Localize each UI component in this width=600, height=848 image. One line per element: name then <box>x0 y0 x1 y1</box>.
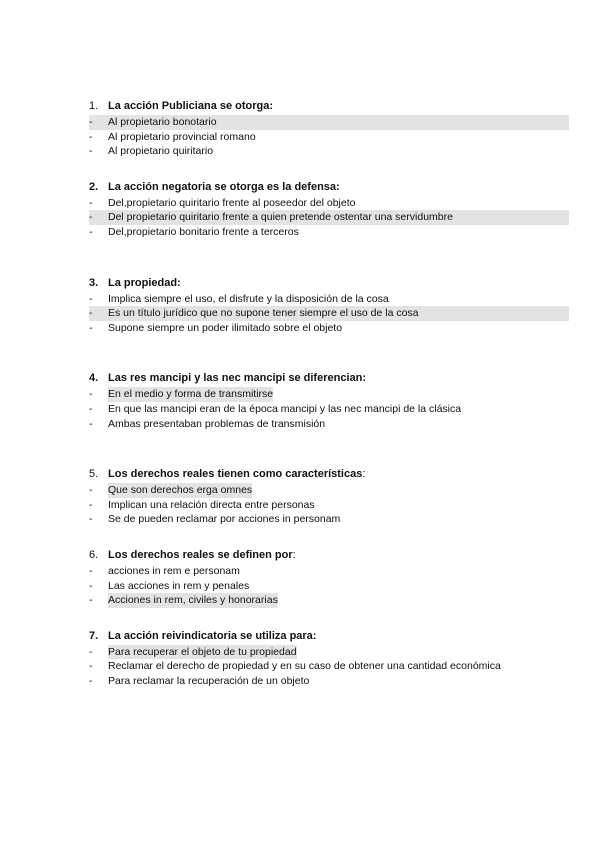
question-text: La propiedad: <box>108 276 181 289</box>
question-heading <box>89 276 569 291</box>
question-heading <box>89 467 569 482</box>
answer-option <box>89 659 569 674</box>
bullet-dash: - <box>89 674 93 687</box>
question-block <box>89 99 569 159</box>
answer-option-text: Para reclamar la recuperación de un objeto <box>108 674 310 687</box>
bullet-dash: - <box>89 484 93 497</box>
answer-option <box>89 144 569 159</box>
answer-option-text: Del propietario quiritario frente a quien pretende ostentar una servidumbre <box>108 211 453 224</box>
answer-option-text: Del,propietario bonitario frente a terceros <box>108 225 299 238</box>
bullet-dash: - <box>89 660 93 673</box>
bullet-dash: - <box>89 211 93 224</box>
bullet-dash: - <box>89 292 93 305</box>
answer-option-highlighted <box>89 210 569 225</box>
answer-option-text: Ambas presentaban problemas de transmisión <box>108 417 326 430</box>
question-heading <box>89 180 569 195</box>
question-number: 3. <box>89 276 99 289</box>
answer-option-text: Al propietario bonotario <box>108 116 217 128</box>
question-tail: : <box>362 468 366 481</box>
bullet-dash: - <box>89 564 93 577</box>
answer-option <box>89 417 569 432</box>
answer-option <box>89 321 569 336</box>
answer-option <box>89 498 569 513</box>
answer-option <box>89 130 569 145</box>
bullet-dash: - <box>89 594 93 607</box>
answer-option-text: Reclamar el derecho de propiedad y en su caso de obtener una cantidad económica <box>108 660 501 673</box>
answer-option <box>89 512 569 527</box>
answer-option-text: En que las mancipi eran de la época mancipi y las nec mancipi de la clásica <box>108 402 462 415</box>
answer-option-highlighted <box>89 387 569 402</box>
question-number: 1. <box>89 100 99 112</box>
answer-option <box>89 196 569 211</box>
answer-option-highlighted <box>89 306 569 321</box>
bullet-dash: - <box>89 321 93 334</box>
bullet-dash: - <box>89 498 93 511</box>
bullet-dash: - <box>89 645 93 658</box>
bullet-dash: - <box>89 130 93 143</box>
bullet-dash: - <box>89 196 93 209</box>
question-heading <box>89 548 569 563</box>
question-block <box>89 276 569 336</box>
question-block <box>89 371 569 431</box>
answer-option-text: Al propietario quiritario <box>108 145 214 158</box>
answer-option-highlighted <box>89 115 569 130</box>
bullet-dash: - <box>89 225 93 238</box>
question-text: Los derechos reales se definen por <box>108 548 293 561</box>
question-tail: : <box>292 548 296 561</box>
answer-option <box>89 402 569 417</box>
question-text: La acción Publiciana se otorga: <box>108 100 274 112</box>
answer-option-text: Supone siempre un poder ilimitado sobre el objeto <box>108 321 343 334</box>
question-block <box>89 548 569 608</box>
answer-option-text: Para recuperar el objeto de tu propiedad <box>108 645 297 658</box>
question-number: 7. <box>89 629 99 642</box>
question-list <box>89 99 569 709</box>
bullet-dash: - <box>89 417 93 430</box>
answer-option-text: Del,propietario quiritario frente al poseedor del objeto <box>108 196 356 209</box>
answer-option-highlighted <box>89 483 569 498</box>
question-text: La acción reivindicatoria se utiliza para: <box>108 629 317 642</box>
answer-option <box>89 579 569 594</box>
answer-option-text: Es un título jurídico que no supone tener siempre el uso de la cosa <box>108 307 419 320</box>
question-text: Las res mancipi y las nec mancipi se diferencian: <box>108 372 367 385</box>
question-heading <box>89 371 569 386</box>
bullet-dash: - <box>89 145 93 158</box>
question-block <box>89 180 569 240</box>
bullet-dash: - <box>89 116 93 128</box>
answer-option-text: En el medio y forma de transmitirse <box>108 388 274 401</box>
answer-option <box>89 225 569 240</box>
answer-option <box>89 674 569 689</box>
answer-option-highlighted <box>89 593 569 608</box>
bullet-dash: - <box>89 579 93 592</box>
answer-option <box>89 564 569 579</box>
answer-option <box>89 292 569 307</box>
answer-option-highlighted <box>89 645 569 660</box>
question-block <box>89 467 569 527</box>
question-text: La acción negatoria se otorga es la defensa: <box>108 180 340 193</box>
question-number: 4. <box>89 372 99 385</box>
question-text: Los derechos reales tienen como características <box>108 468 363 481</box>
answer-option-text: acciones in rem e personam <box>108 564 240 577</box>
question-number: 5. <box>89 468 99 481</box>
answer-option-text: Se de pueden reclamar por acciones in personam <box>108 513 341 526</box>
bullet-dash: - <box>89 307 93 320</box>
bullet-dash: - <box>89 388 93 401</box>
bullet-dash: - <box>89 402 93 415</box>
question-heading <box>89 99 569 114</box>
question-block <box>89 629 569 689</box>
answer-option-text: Que son derechos erga omnes <box>108 484 253 497</box>
question-number: 2. <box>89 180 99 193</box>
answer-option-text: Implica siempre el uso, el disfrute y la disposición de la cosa <box>108 292 389 305</box>
answer-option-text: Las acciones in rem y penales <box>108 579 250 592</box>
answer-option-text: Implican una relación directa entre personas <box>108 498 315 511</box>
answer-option-text: Acciones in rem, civiles y honorarias <box>108 594 278 607</box>
bullet-dash: - <box>89 513 93 526</box>
question-heading <box>89 629 569 644</box>
answer-option-text: Al propietario provincial romano <box>108 130 256 143</box>
question-number: 6. <box>89 548 99 561</box>
